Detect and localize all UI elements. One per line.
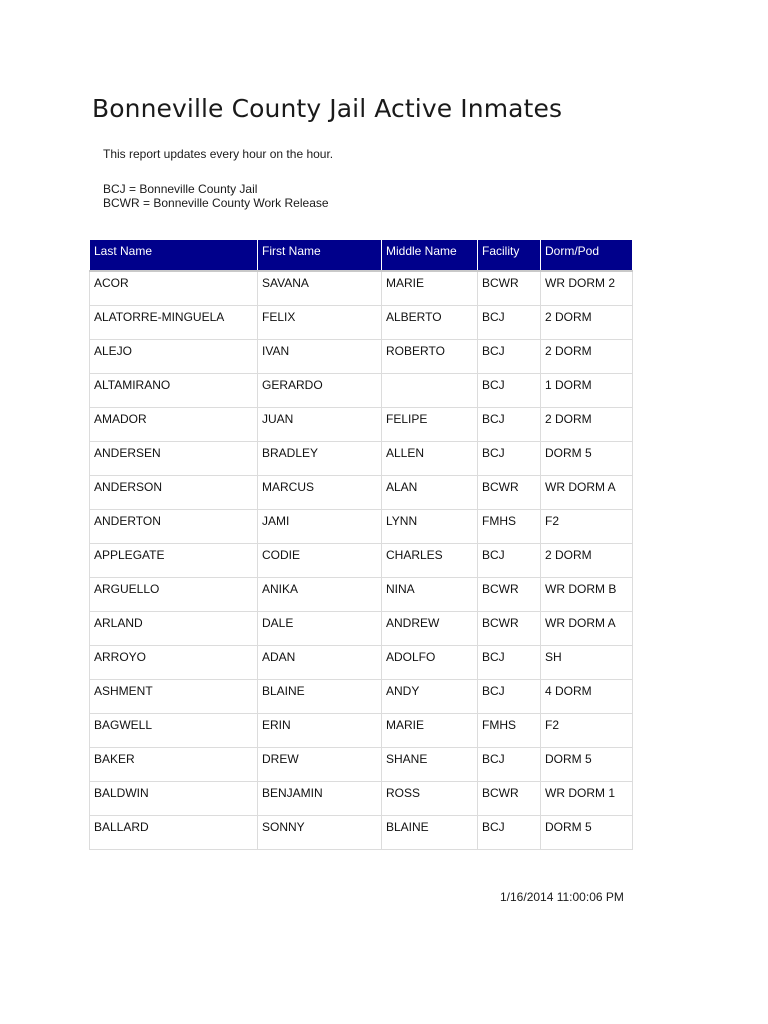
cell-dorm-pod: 2 DORM bbox=[541, 305, 633, 339]
cell-dorm-pod: 2 DORM bbox=[541, 543, 633, 577]
cell-middle-name: CHARLES bbox=[382, 543, 478, 577]
cell-first-name: IVAN bbox=[258, 339, 382, 373]
update-note: This report updates every hour on the hour. bbox=[103, 147, 334, 161]
cell-middle-name: ALLEN bbox=[382, 441, 478, 475]
cell-dorm-pod: 2 DORM bbox=[541, 407, 633, 441]
cell-first-name: ANIKA bbox=[258, 577, 382, 611]
table-row bbox=[90, 271, 633, 305]
cell-last-name: ANDERTON bbox=[90, 509, 258, 543]
cell-facility: BCWR bbox=[478, 271, 541, 305]
table-row bbox=[90, 645, 633, 679]
cell-facility: BCWR bbox=[478, 577, 541, 611]
cell-first-name: DREW bbox=[258, 747, 382, 781]
cell-middle-name: NINA bbox=[382, 577, 478, 611]
cell-last-name: BALDWIN bbox=[90, 781, 258, 815]
page-title: Bonneville County Jail Active Inmates bbox=[92, 94, 563, 123]
table-row bbox=[90, 441, 633, 475]
table-row bbox=[90, 373, 633, 407]
cell-last-name: ASHMENT bbox=[90, 679, 258, 713]
inmates-table bbox=[89, 240, 633, 850]
cell-middle-name: FELIPE bbox=[382, 407, 478, 441]
table-row bbox=[90, 339, 633, 373]
table-row bbox=[90, 509, 633, 543]
report-timestamp: 1/16/2014 11:00:06 PM bbox=[500, 890, 624, 904]
cell-facility: BCJ bbox=[478, 679, 541, 713]
cell-dorm-pod: SH bbox=[541, 645, 633, 679]
table-row bbox=[90, 747, 633, 781]
cell-dorm-pod: F2 bbox=[541, 509, 633, 543]
table-row bbox=[90, 475, 633, 509]
cell-middle-name: MARIE bbox=[382, 271, 478, 305]
cell-middle-name: BLAINE bbox=[382, 815, 478, 849]
cell-middle-name: MARIE bbox=[382, 713, 478, 747]
cell-first-name: JAMI bbox=[258, 509, 382, 543]
header-dorm-pod: Dorm/Pod bbox=[541, 240, 633, 271]
cell-middle-name: ADOLFO bbox=[382, 645, 478, 679]
cell-middle-name: ANDREW bbox=[382, 611, 478, 645]
cell-dorm-pod: WR DORM A bbox=[541, 611, 633, 645]
cell-facility: BCJ bbox=[478, 407, 541, 441]
cell-facility: BCJ bbox=[478, 747, 541, 781]
cell-last-name: ARLAND bbox=[90, 611, 258, 645]
cell-first-name: FELIX bbox=[258, 305, 382, 339]
legend-bcj: BCJ = Bonneville County Jail bbox=[103, 182, 258, 196]
cell-dorm-pod: F2 bbox=[541, 713, 633, 747]
cell-last-name: ACOR bbox=[90, 271, 258, 305]
cell-dorm-pod: WR DORM A bbox=[541, 475, 633, 509]
cell-dorm-pod: DORM 5 bbox=[541, 441, 633, 475]
table-row bbox=[90, 815, 633, 849]
cell-facility: BCJ bbox=[478, 339, 541, 373]
table-row bbox=[90, 713, 633, 747]
header-facility: Facility bbox=[478, 240, 541, 271]
table-row bbox=[90, 407, 633, 441]
cell-facility: BCJ bbox=[478, 645, 541, 679]
cell-first-name: SAVANA bbox=[258, 271, 382, 305]
cell-middle-name: ROSS bbox=[382, 781, 478, 815]
cell-dorm-pod: WR DORM B bbox=[541, 577, 633, 611]
table-row bbox=[90, 577, 633, 611]
header-last-name: Last Name bbox=[90, 240, 258, 271]
table-row bbox=[90, 679, 633, 713]
table-row bbox=[90, 305, 633, 339]
cell-last-name: AMADOR bbox=[90, 407, 258, 441]
cell-dorm-pod: WR DORM 2 bbox=[541, 271, 633, 305]
cell-last-name: ALATORRE-MINGUELA bbox=[90, 305, 258, 339]
cell-facility: BCJ bbox=[478, 543, 541, 577]
cell-middle-name: ALAN bbox=[382, 475, 478, 509]
cell-first-name: BENJAMIN bbox=[258, 781, 382, 815]
cell-middle-name: ALBERTO bbox=[382, 305, 478, 339]
cell-first-name: BLAINE bbox=[258, 679, 382, 713]
cell-facility: BCWR bbox=[478, 781, 541, 815]
cell-dorm-pod: 4 DORM bbox=[541, 679, 633, 713]
cell-facility: BCJ bbox=[478, 815, 541, 849]
cell-last-name: ANDERSON bbox=[90, 475, 258, 509]
cell-dorm-pod: DORM 5 bbox=[541, 815, 633, 849]
cell-last-name: ALEJO bbox=[90, 339, 258, 373]
cell-facility: BCWR bbox=[478, 475, 541, 509]
cell-first-name: SONNY bbox=[258, 815, 382, 849]
table-body bbox=[90, 271, 633, 849]
cell-facility: BCJ bbox=[478, 441, 541, 475]
cell-dorm-pod: 1 DORM bbox=[541, 373, 633, 407]
cell-last-name: ARGUELLO bbox=[90, 577, 258, 611]
cell-first-name: GERARDO bbox=[258, 373, 382, 407]
table-row bbox=[90, 611, 633, 645]
table-header-row bbox=[90, 240, 633, 271]
legend-bcwr: BCWR = Bonneville County Work Release bbox=[103, 196, 329, 210]
cell-first-name: ERIN bbox=[258, 713, 382, 747]
header-first-name: First Name bbox=[258, 240, 382, 271]
cell-middle-name: ANDY bbox=[382, 679, 478, 713]
cell-last-name: BAKER bbox=[90, 747, 258, 781]
header-middle-name: Middle Name bbox=[382, 240, 478, 271]
cell-first-name: MARCUS bbox=[258, 475, 382, 509]
cell-middle-name: ROBERTO bbox=[382, 339, 478, 373]
cell-dorm-pod: 2 DORM bbox=[541, 339, 633, 373]
cell-middle-name: LYNN bbox=[382, 509, 478, 543]
cell-first-name: JUAN bbox=[258, 407, 382, 441]
cell-facility: BCJ bbox=[478, 305, 541, 339]
cell-last-name: APPLEGATE bbox=[90, 543, 258, 577]
cell-last-name: BALLARD bbox=[90, 815, 258, 849]
cell-first-name: BRADLEY bbox=[258, 441, 382, 475]
cell-last-name: BAGWELL bbox=[90, 713, 258, 747]
cell-facility: BCJ bbox=[478, 373, 541, 407]
cell-facility: FMHS bbox=[478, 509, 541, 543]
cell-first-name: DALE bbox=[258, 611, 382, 645]
table-row bbox=[90, 781, 633, 815]
cell-last-name: ANDERSEN bbox=[90, 441, 258, 475]
cell-dorm-pod: WR DORM 1 bbox=[541, 781, 633, 815]
cell-last-name: ALTAMIRANO bbox=[90, 373, 258, 407]
cell-first-name: CODIE bbox=[258, 543, 382, 577]
cell-first-name: ADAN bbox=[258, 645, 382, 679]
cell-dorm-pod: DORM 5 bbox=[541, 747, 633, 781]
cell-facility: BCWR bbox=[478, 611, 541, 645]
cell-facility: FMHS bbox=[478, 713, 541, 747]
cell-middle-name: SHANE bbox=[382, 747, 478, 781]
table-row bbox=[90, 543, 633, 577]
cell-last-name: ARROYO bbox=[90, 645, 258, 679]
cell-middle-name bbox=[382, 373, 478, 407]
